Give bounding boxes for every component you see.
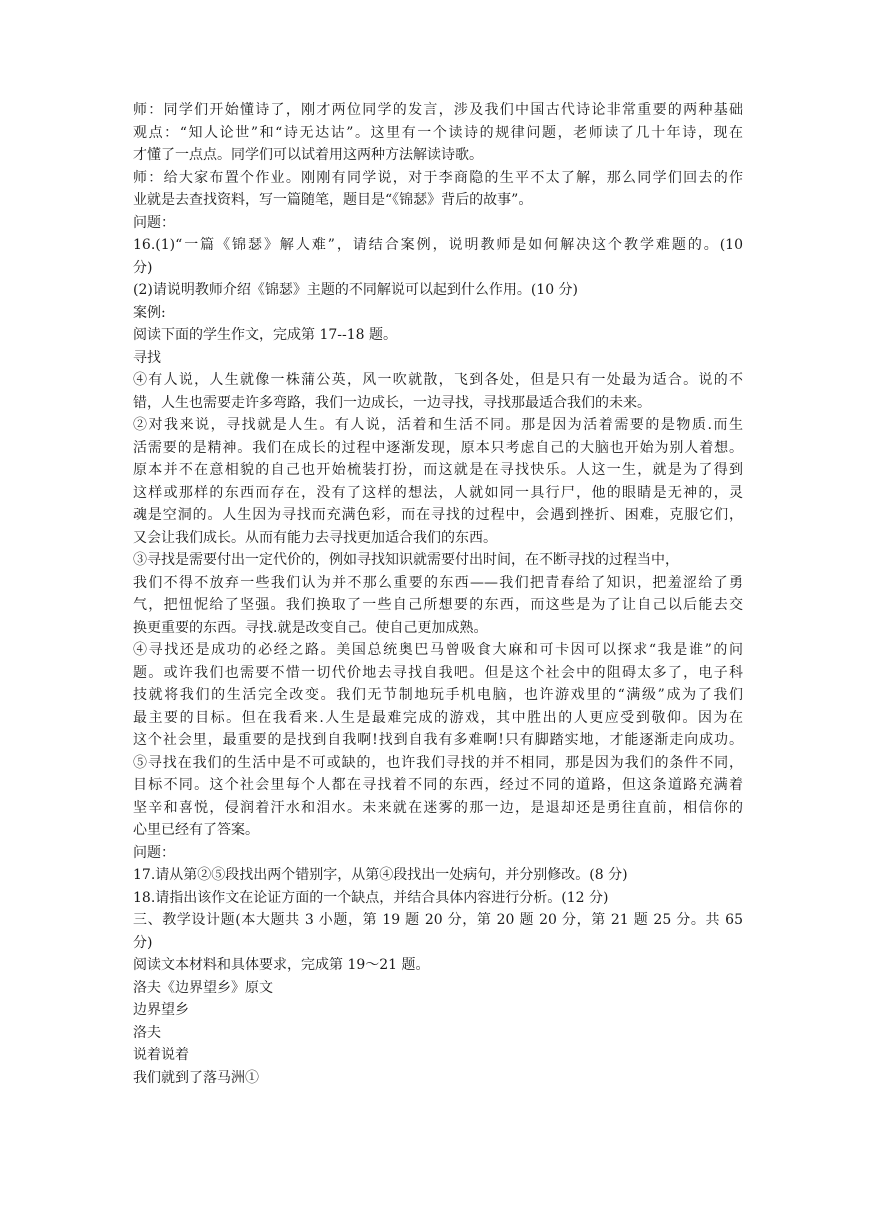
essay-line: 坚辛和喜悦，侵润着汗水和泪水。未来就在迷雾的那一边，是退却还是勇往直前，相信你的 (133, 799, 743, 816)
poem-source-title: 洛夫《边界望乡》原文 (133, 979, 273, 996)
instruction-line: 阅读文本材料和具体要求，完成第 19～21 题。 (133, 957, 430, 973)
essay-title: 寻找 (133, 349, 161, 366)
text-line: 观点：“知人论世”和“诗无达诂”。这里有一个读诗的规律问题，老师读了几十年诗，现在 (133, 124, 743, 141)
text-line: 问题： (133, 214, 175, 231)
essay-line: ③寻找是需要付出一定代价的，例如寻找知识就需要付出时间，在不断寻找的过程当中， (133, 552, 679, 568)
essay-line: 最主要的目标。但在我看来.人生是最难完成的游戏，其中胜出的人更应受到敬仰。因为在 (133, 709, 743, 726)
question-line: 16.(1)“一篇《锦瑟》解人难”，请结合案例，说明教师是如何解决这个教学难题的。(10 (133, 237, 743, 253)
essay-line: 活需要的是精神。我们在成长的过程中逐渐发现，原本只考虑自己的大脑也开始为别人着想。 (133, 439, 743, 456)
section-label: 问题： (133, 844, 175, 861)
essay-line: 魂是空洞的。人生因为寻找而充满色彩，而在寻找的过程中，会遇到挫折、困难，克服它们， (133, 507, 743, 523)
essay-line: 错，人生也需要走许多弯路，我们一边成长，一边寻找，寻找那最适合我们的未来。 (133, 394, 651, 411)
poem-line: 我们就到了落马洲① (133, 1069, 259, 1086)
essay-line: 又会让我们成长。从而有能力去寻找更加适合我们的东西。 (133, 529, 497, 546)
essay-line: ④寻找还是成功的必经之路。美国总统奥巴马曾吸食大麻和可卡因可以探求“我是谁”的问 (133, 642, 743, 658)
essay-line: 气，把忸怩给了坚强。我们换取了一些自己所想要的东西，而这些是为了让自己以后能去交 (133, 597, 743, 613)
essay-line: 换更重要的东西。寻找.就是改变自己。使自己更加成熟。 (133, 619, 488, 636)
essay-line: 技就将我们的生活完全改变。我们无节制地玩手机电脑，也许游戏里的“满级”成为了我们 (133, 687, 743, 703)
question-line: 18.请指出该作文在论证方面的一个缺点，并结合具体内容进行分析。(12 分) (133, 889, 609, 906)
text-line: 师：同学们开始懂诗了，刚才两位同学的发言，涉及我们中国古代诗论非常重要的两种基础 (133, 102, 743, 118)
essay-line: ⑤寻找在我们的生活中是不可或缺的，也许我们寻找的并不相同，那是因为我们的条件不同， (133, 754, 743, 771)
section-heading: 三、教学设计题(本大题共 3 小题，第 19 题 20 分，第 20 题 20 分，第 21 题 25 分。共 65 (133, 912, 743, 928)
essay-line: 我们不得不放弃一些我们认为并不那么重要的东西——我们把青春给了知识，把羞涩给了勇 (133, 574, 743, 591)
essay-line: ④有人说，人生就像一株蒲公英，风一吹就散，飞到各处，但是只有一处最为适合。说的不 (133, 372, 743, 388)
essay-line: 这个社会里，最重要的是找到自我啊!找到自我有多难啊!只有脚踏实地，才能逐渐走向成功。 (133, 732, 743, 748)
essay-line: 这样或那样的东西而存在，没有了这样的想法，人就如同一具行尸，他的眼睛是无神的，灵 (133, 484, 743, 501)
essay-line: ②对我来说，寻找就是人生。有人说，活着和生活不同。那是因为活着需要的是物质.而生 (133, 417, 743, 433)
essay-line: 目标不同。这个社会里每个人都在寻找着不同的东西，经过不同的道路，但这条道路充满着 (133, 777, 743, 793)
section-heading: 分) (133, 934, 153, 951)
section-label: 案例: (133, 304, 166, 321)
poem-author: 洛夫 (133, 1024, 161, 1041)
poem-title: 边界望乡 (133, 1002, 189, 1018)
question-line: 17.请从第②⑤段找出两个错别字，从第④段找出一处病句，并分别修改。(8 分) (133, 867, 628, 883)
essay-line: 题。或许我们也需要不惜一切代价地去寻找自我吧。但是这个社会中的阻碍太多了，电子科 (133, 664, 743, 681)
text-line: 业就是去查找资料，写一篇随笔，题目是“《锦瑟》背后的故事”。 (133, 192, 533, 208)
essay-line: 原本并不在意相貌的自己也开始梳装打扮，而这就是在寻找快乐。人这一生，就是为了得到 (133, 462, 743, 478)
poem-line: 说着说着 (133, 1047, 189, 1063)
essay-line: 心里已经有了答案。 (133, 822, 259, 838)
document-page (133, 99, 743, 1089)
text-line: 才懂了一点点。同学们可以试着用这两种方法解读诗歌。 (133, 147, 483, 163)
question-line: (2)请说明教师介绍《锦瑟》主题的不同解说可以起到什么作用。(10 分) (133, 282, 579, 298)
instruction-line: 阅读下面的学生作文，完成第 17--18 题。 (133, 327, 397, 343)
text-line: 师：给大家布置个作业。刚刚有同学说，对于李商隐的生平不太了解，那么同学们回去的作 (133, 169, 743, 186)
question-line: 分) (133, 259, 153, 276)
